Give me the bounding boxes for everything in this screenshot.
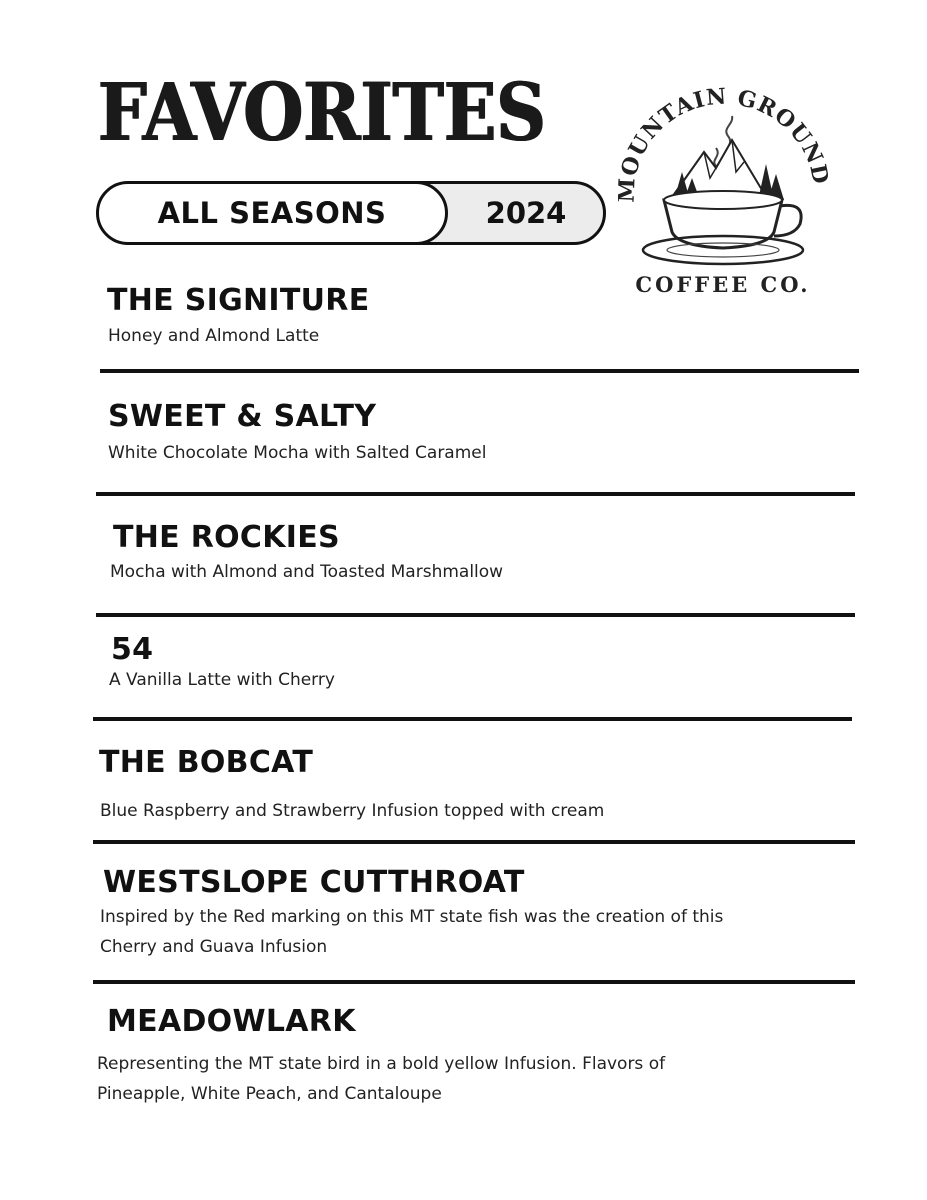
- logo: [618, 82, 828, 302]
- season-pill: [96, 181, 448, 245]
- menu-item-title: THE BOBCAT: [99, 745, 314, 780]
- season-badge: [96, 181, 606, 245]
- coffee-cup-mountains-icon: [618, 82, 828, 302]
- menu-item-title: SWEET & SALTY: [108, 399, 377, 434]
- menu-item-description-line: Representing the MT state bird in a bold yellow Infusion. Flavors of: [97, 1054, 666, 1074]
- menu-item-description: Mocha with Almond and Toasted Marshmallow: [110, 562, 504, 582]
- menu-item-title: WESTSLOPE CUTTHROAT: [103, 865, 525, 900]
- menu-item-description: A Vanilla Latte with Cherry: [109, 670, 335, 690]
- menu-item-title: THE ROCKIES: [113, 520, 340, 555]
- season-label: ALL SEASONS: [157, 196, 387, 230]
- menu-item-description-line: Pineapple, White Peach, and Cantaloupe: [97, 1084, 442, 1104]
- divider: [100, 369, 859, 373]
- menu-item-description: Blue Raspberry and Strawberry Infusion topped with cream: [100, 801, 605, 821]
- menu-item-title: 54: [111, 632, 154, 667]
- year-label: 2024: [485, 196, 567, 230]
- page-title: FAVORITES: [98, 65, 546, 159]
- menu-item-description: Honey and Almond Latte: [108, 326, 320, 346]
- divider: [93, 840, 855, 844]
- menu-item-title: MEADOWLARK: [107, 1004, 356, 1039]
- divider: [93, 980, 855, 984]
- menu-item-description-line: Inspired by the Red marking on this MT state fish was the creation of this: [100, 907, 724, 927]
- logo-arc-text: OUNTAIN GROUN: [618, 83, 828, 180]
- divider: [96, 613, 855, 617]
- menu-item-title: THE SIGNITURE: [107, 283, 370, 318]
- logo-bottom-text: COFFEE CO.: [635, 272, 811, 297]
- divider: [96, 492, 855, 496]
- menu-item-description-line: Cherry and Guava Infusion: [100, 937, 328, 957]
- menu-item-description: White Chocolate Mocha with Salted Caramel: [108, 443, 487, 463]
- divider: [93, 717, 852, 721]
